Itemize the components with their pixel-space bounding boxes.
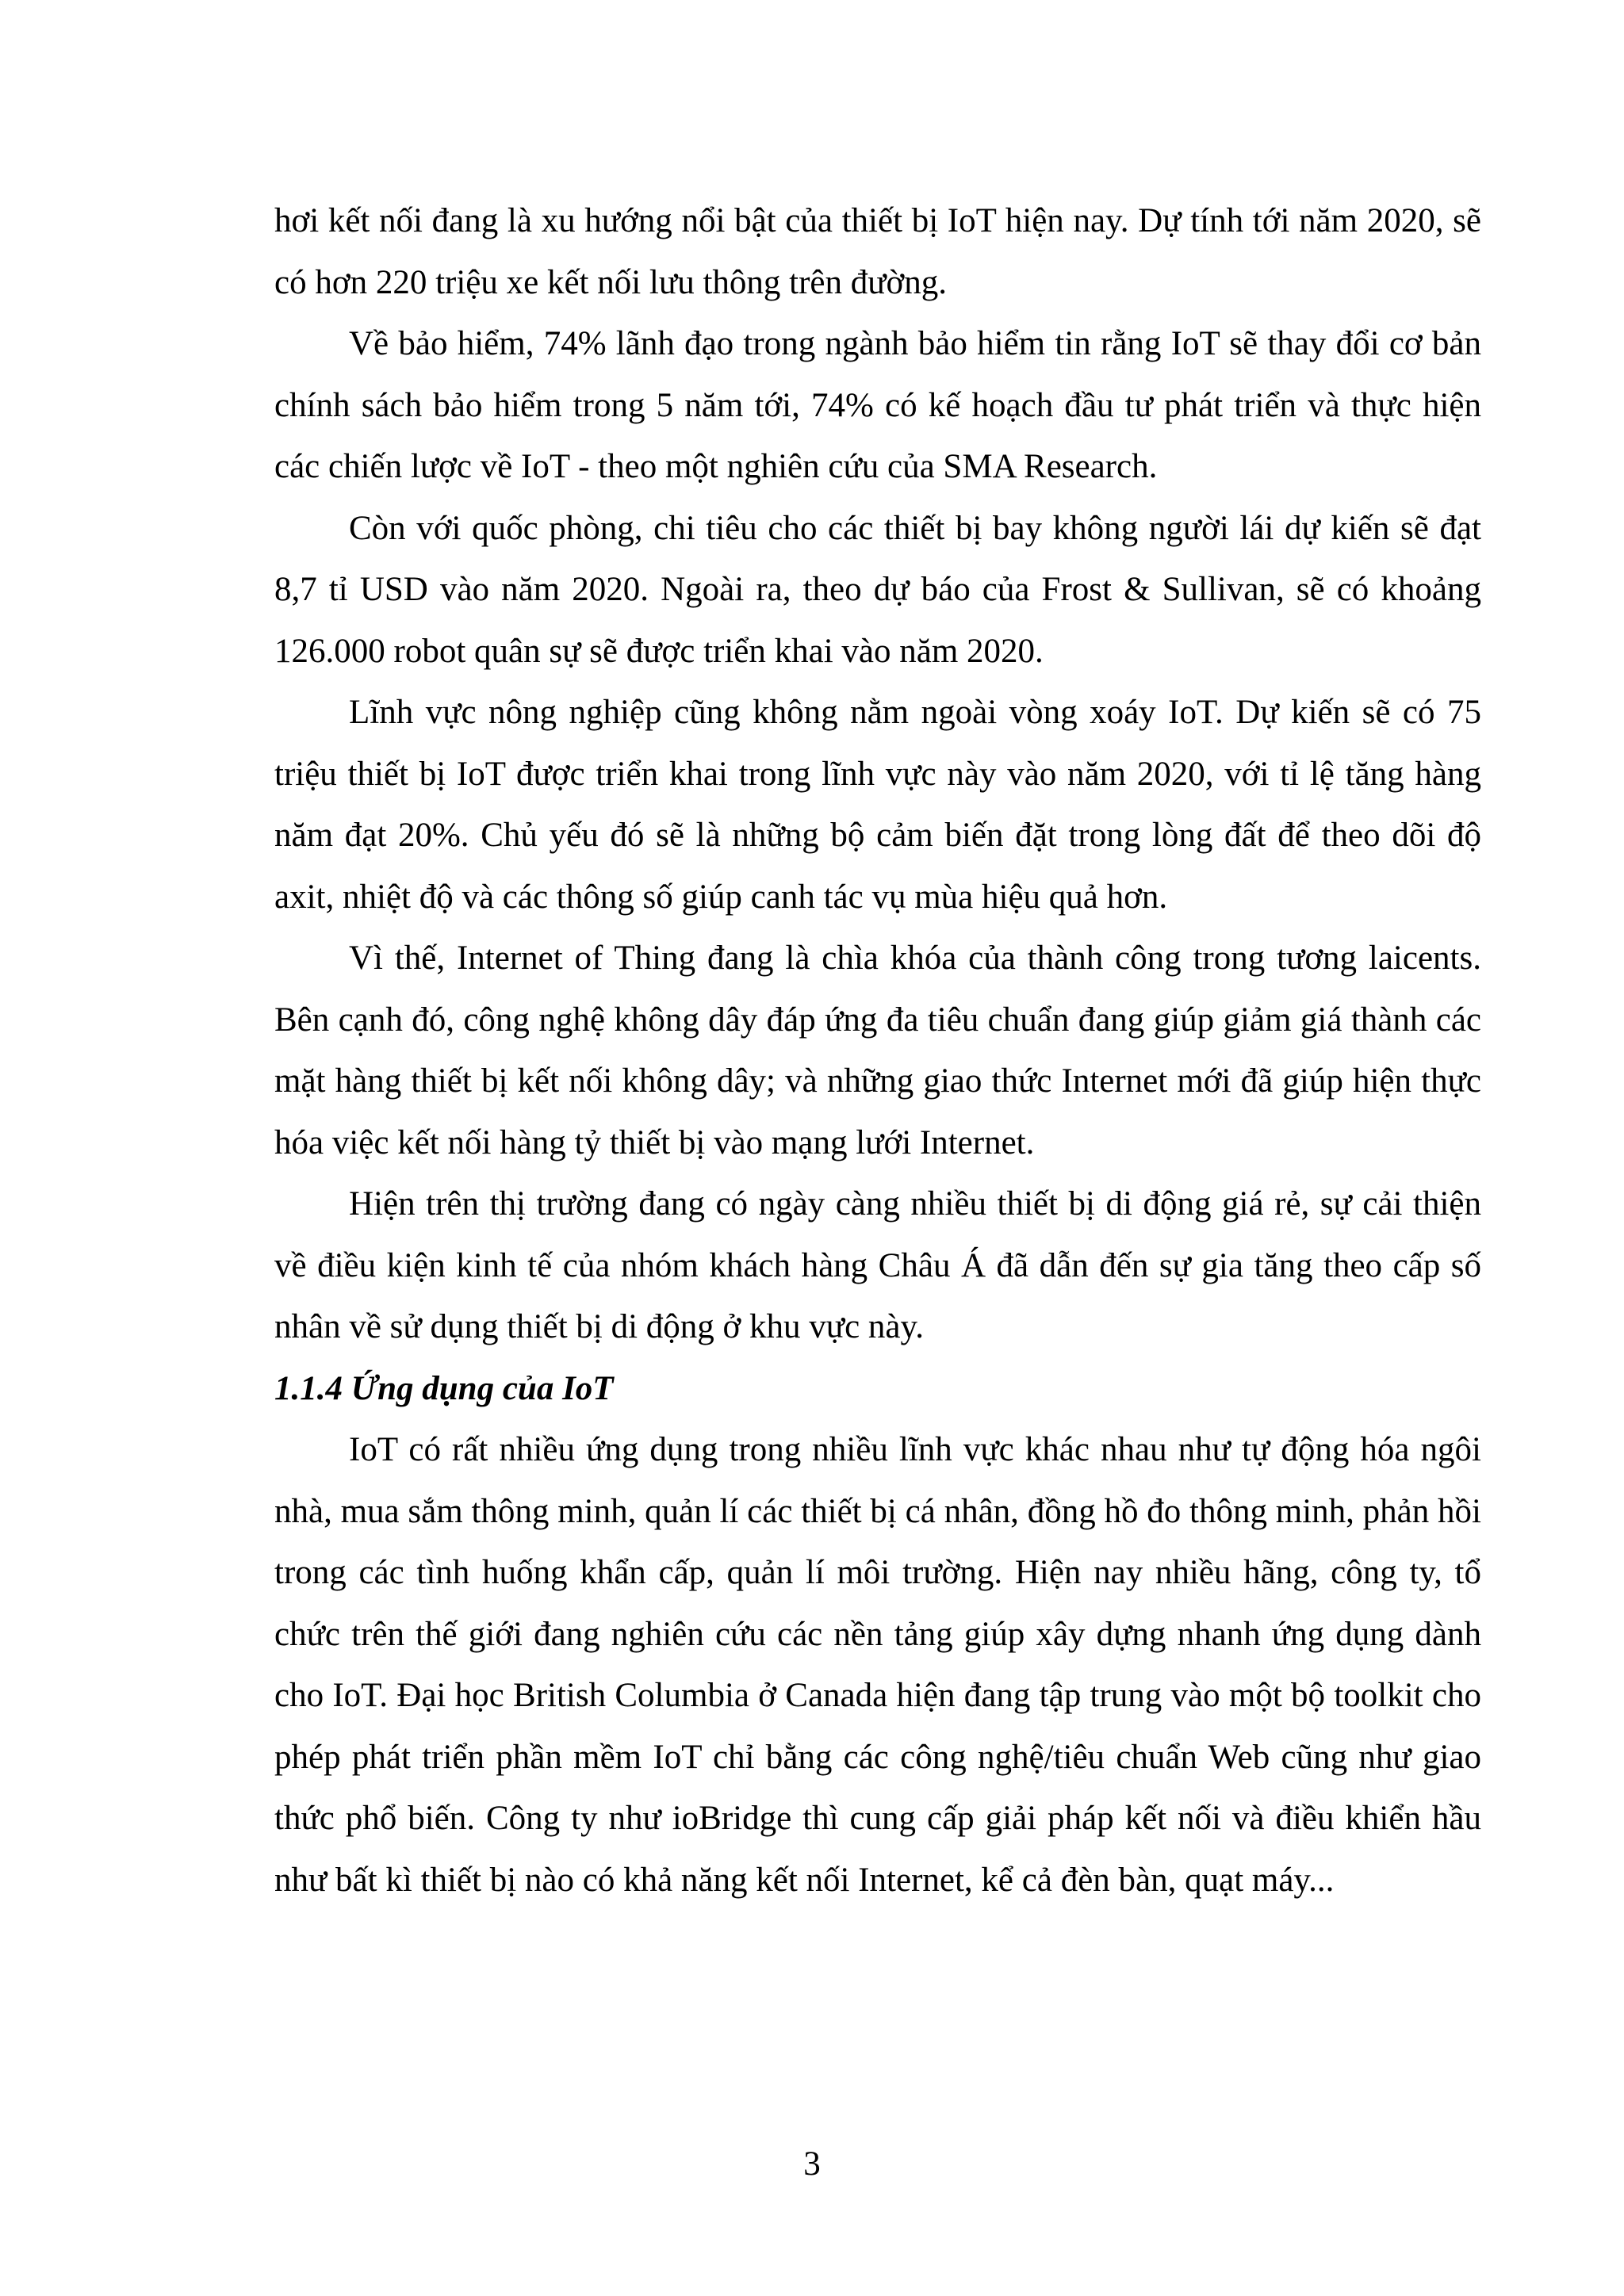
paragraph-continued: hơi kết nối đang là xu hướng nổi bật của thiết bị IoT hiện nay. Dự tính tới năm 2020, sẽ có hơn 220 triệu xe kết nối lưu thông trên đường. — [274, 202, 1481, 301]
paragraph-key-to-success: Vì thế, Internet of Thing đang là chìa khóa của thành công trong tương laicents. Bên cạnh đó, công nghệ không dây đáp ứng đa tiêu chuẩn đang giúp giảm giá thành các mặt hàng thiết bị kết nối không dây; và những giao thức Internet mới đã giúp hiện thực hóa việc kết nối hàng tỷ thiết bị vào mạng lưới Internet. — [274, 939, 1481, 1161]
section-heading: 1.1.4 Ứng dụng của IoT — [274, 1369, 614, 1407]
paragraph-agriculture: Lĩnh vực nông nghiệp cũng không nằm ngoài vòng xoáy IoT. Dự kiến sẽ có 75 triệu thiết bị IoT được triển khai trong lĩnh vực này vào năm 2020, với tỉ lệ tăng hàng năm đạt 20%. Chủ yếu đó sẽ là những bộ cảm biến đặt trong lòng đất để theo dõi độ axit, nhiệt độ và các thông số giúp canh tác vụ mùa hiệu quả hơn. — [274, 694, 1481, 916]
paragraph-iot-applications: IoT có rất nhiều ứng dụng trong nhiều lĩnh vực khác nhau như tự động hóa ngôi nhà, mua sắm thông minh, quản lí các thiết bị cá nhân, đồng hồ đo thông minh, phản hồi trong các tình huống khẩn cấp, quản lí môi trường. Hiện nay nhiều hãng, công ty, tổ chức trên thế giới đang nghiên cứu các nền tảng giúp xây dựng nhanh ứng dụng dành cho IoT. Đại học British Columbia ở Canada hiện đang tập trung vào một bộ toolkit cho phép phát triển phần mềm IoT chỉ bằng các công nghệ/tiêu chuẩn Web cũng như giao thức phổ biến. Công ty như ioBridge thì cung cấp giải pháp kết nối và điều khiển hầu như bất kì thiết bị nào có khả năng kết nối Internet, kể cả đèn bàn, quạt máy... — [274, 1431, 1481, 1899]
paragraph-defense: Còn với quốc phòng, chi tiêu cho các thiết bị bay không người lái dự kiến sẽ đạt 8,7 tỉ USD vào năm 2020. Ngoài ra, theo dự báo của Frost & Sullivan, sẽ có khoảng 126.000 robot quân sự sẽ được triển khai vào năm 2020. — [274, 509, 1481, 670]
page-content — [274, 190, 1481, 1911]
page-number: 3 — [803, 2145, 821, 2183]
paragraph-insurance: Về bảo hiểm, 74% lãnh đạo trong ngành bảo hiểm tin rằng IoT sẽ thay đổi cơ bản chính sách bảo hiểm trong 5 năm tới, 74% có kế hoạch đầu tư phát triển và thực hiện các chiến lược về IoT - theo một nghiên cứu của SMA Research. — [274, 325, 1481, 485]
paragraph-mobile-market: Hiện trên thị trường đang có ngày càng nhiều thiết bị di động giá rẻ, sự cải thiện về điều kiện kinh tế của nhóm khách hàng Châu Á đã dẫn đến sự gia tăng theo cấp số nhân về sử dụng thiết bị di động ở khu vực này. — [274, 1185, 1481, 1345]
